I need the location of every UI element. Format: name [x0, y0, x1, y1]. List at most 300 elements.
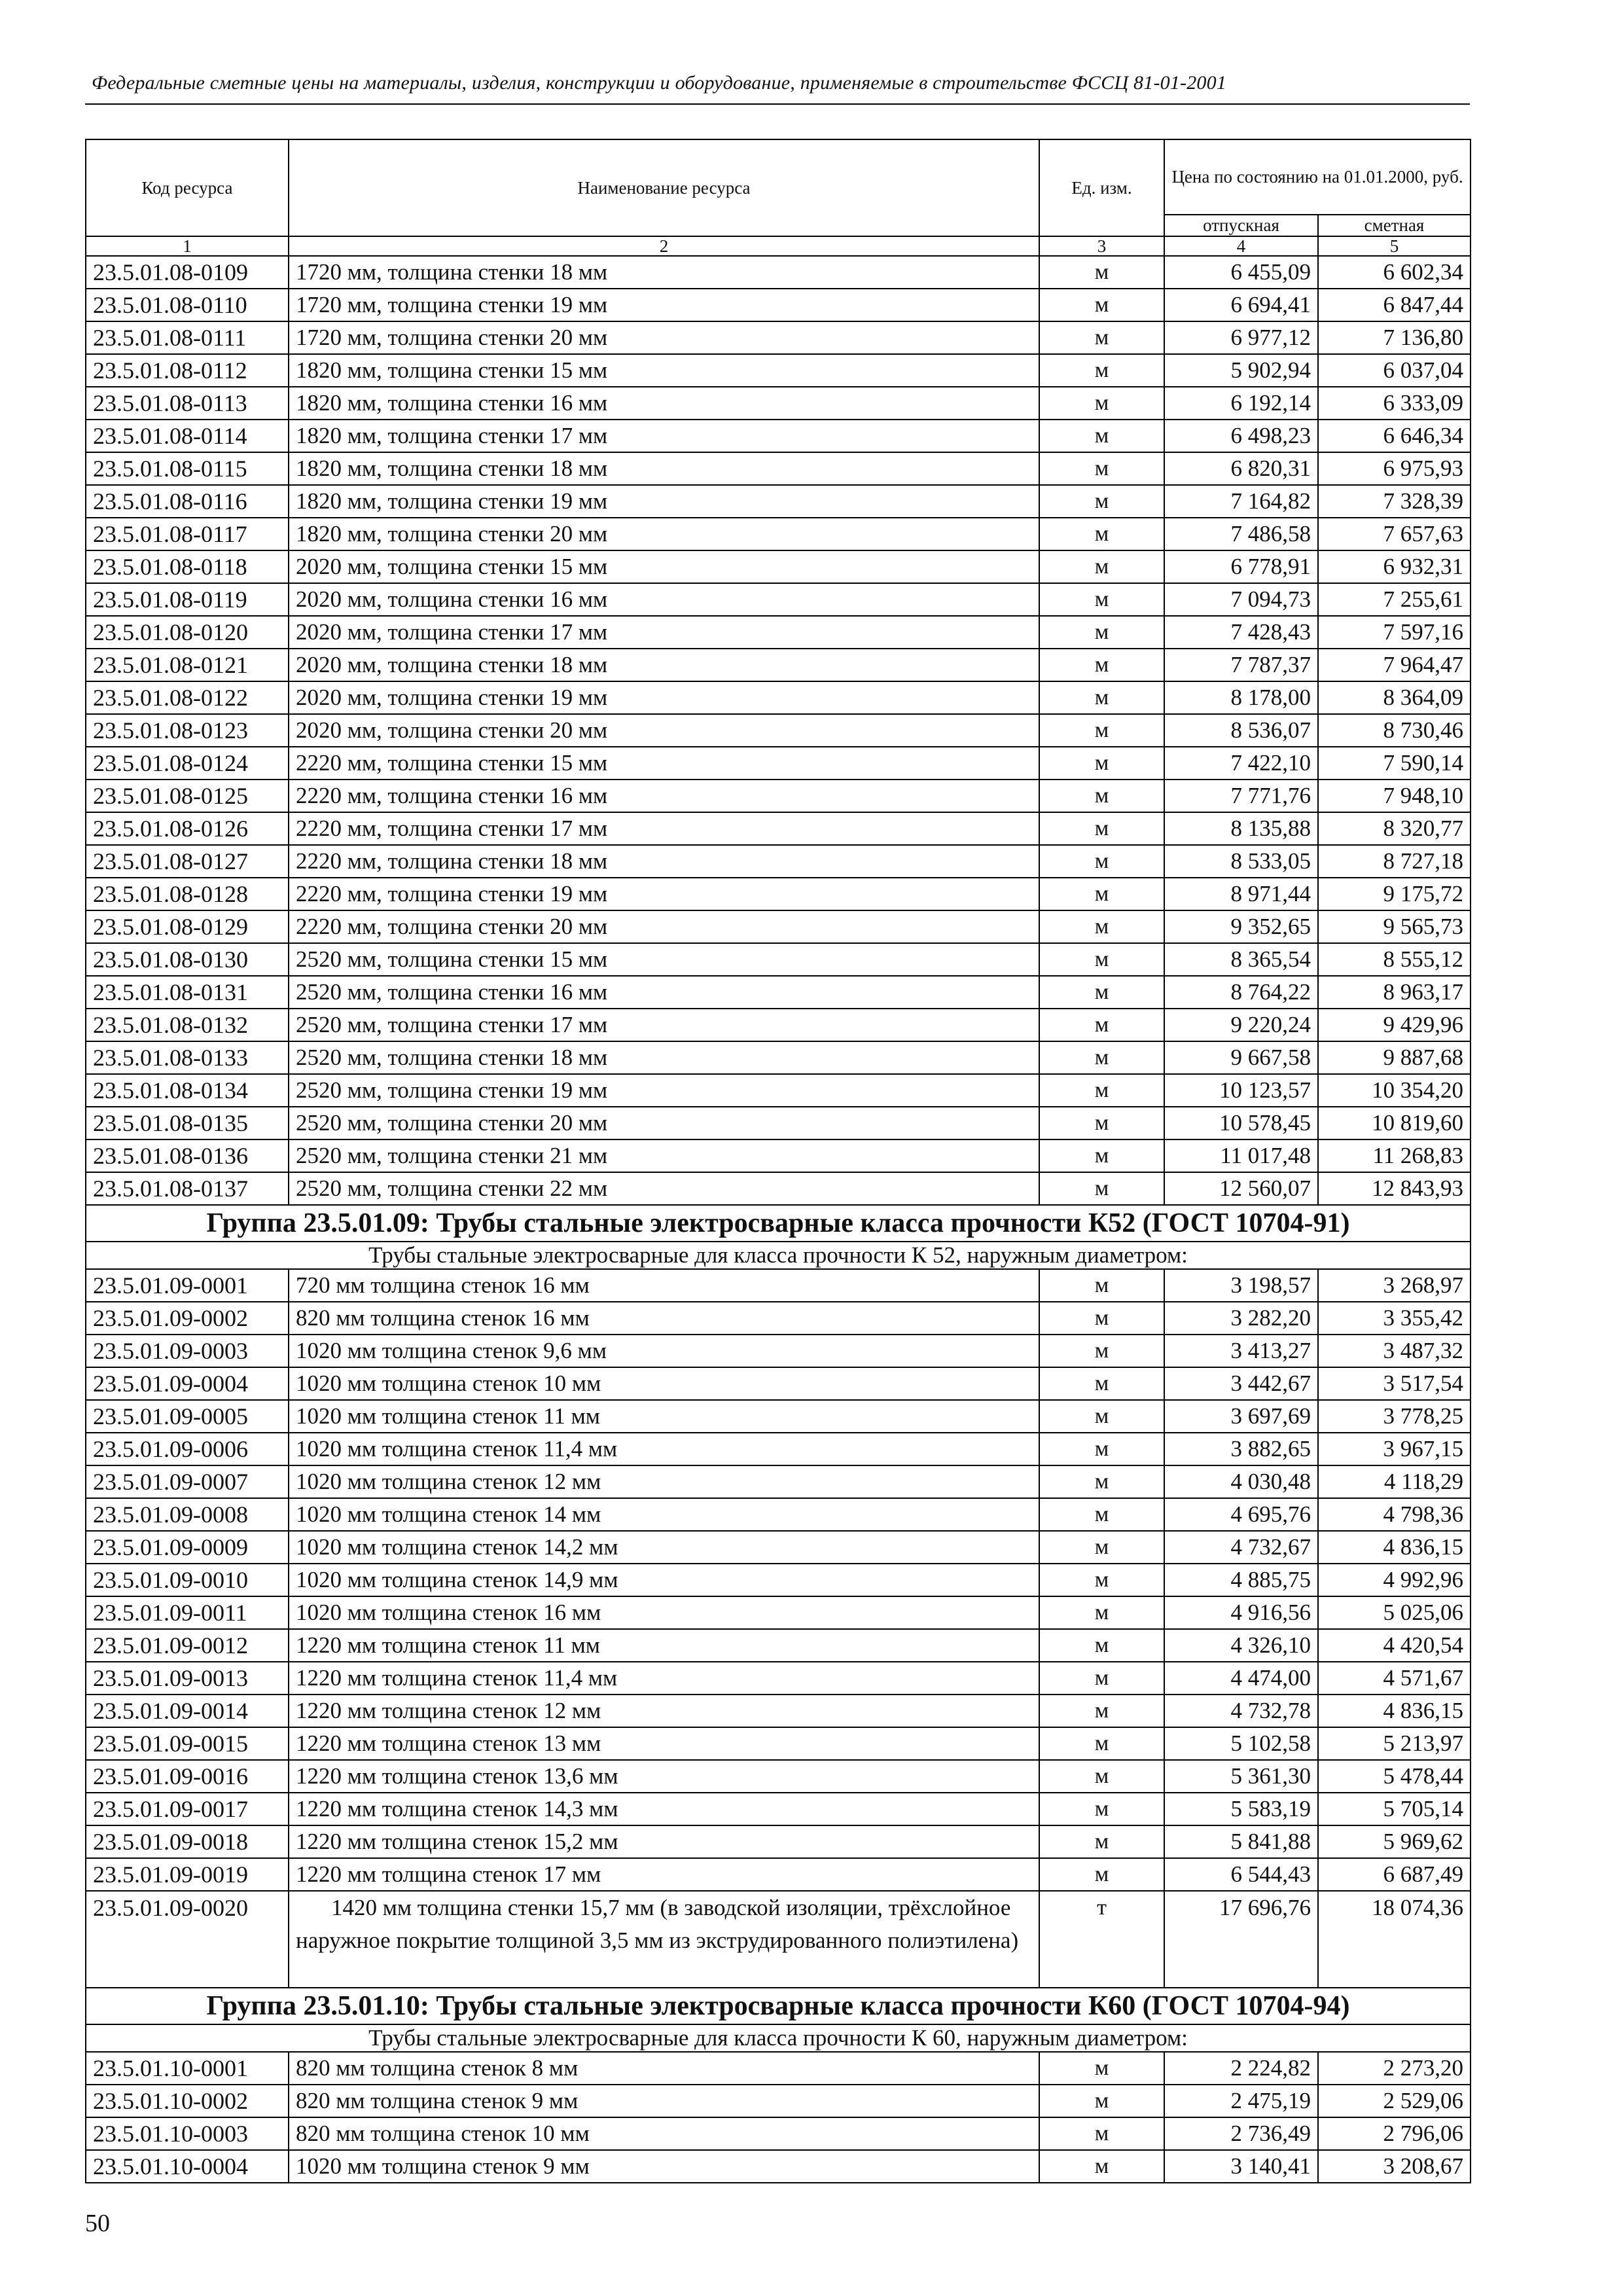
- resource-code: 23.5.01.08-0134: [86, 1074, 289, 1107]
- resource-code: 23.5.01.08-0129: [86, 910, 289, 943]
- resource-code: 23.5.01.09-0019: [86, 1858, 289, 1891]
- resource-code: 23.5.01.10-0004: [86, 2150, 289, 2183]
- estimate-price: 3 487,32: [1318, 1335, 1471, 1367]
- resource-name: 720 мм толщина стенок 16 мм: [289, 1269, 1039, 1302]
- unit: т: [1039, 1891, 1164, 1988]
- table-row: [86, 943, 1471, 976]
- group-subtitle: Трубы стальные электросварные для класса прочности К 60, наружным диаметром:: [86, 2024, 1471, 2052]
- resource-name: 1420 мм толщина стенки 15,7 мм (в заводской изоляции, трёхслойное наружное покрытие толщиной 3,5 мм из экструдированного полиэтилена): [289, 1891, 1039, 1988]
- resource-code: 23.5.01.09-0008: [86, 1498, 289, 1531]
- release-price: 3 442,67: [1164, 1367, 1318, 1400]
- estimate-price: 9 887,68: [1318, 1041, 1471, 1074]
- estimate-price: 6 602,34: [1318, 256, 1471, 289]
- resource-name: 1020 мм толщина стенок 10 мм: [289, 1367, 1039, 1400]
- estimate-price: 4 571,67: [1318, 1662, 1471, 1695]
- release-price: 2 475,19: [1164, 2085, 1318, 2117]
- resource-name: 1220 мм толщина стенок 11 мм: [289, 1629, 1039, 1662]
- release-price: 4 885,75: [1164, 1564, 1318, 1596]
- table-row: [86, 976, 1471, 1009]
- resource-name: 1820 мм, толщина стенки 18 мм: [289, 452, 1039, 485]
- release-price: 4 474,00: [1164, 1662, 1318, 1695]
- table-row: [86, 2052, 1471, 2085]
- resource-name: 1820 мм, толщина стенки 19 мм: [289, 485, 1039, 518]
- release-price: 3 140,41: [1164, 2150, 1318, 2183]
- unit: м: [1039, 1172, 1164, 1205]
- table-row: [86, 780, 1471, 812]
- unit: м: [1039, 976, 1164, 1009]
- estimate-price: 7 948,10: [1318, 780, 1471, 812]
- table-row: [86, 1107, 1471, 1139]
- release-price: 5 583,19: [1164, 1793, 1318, 1825]
- resource-code: 23.5.01.10-0003: [86, 2117, 289, 2150]
- release-price: 8 365,54: [1164, 943, 1318, 976]
- unit: м: [1039, 780, 1164, 812]
- unit: м: [1039, 1760, 1164, 1793]
- unit: м: [1039, 1858, 1164, 1891]
- table-row: [86, 812, 1471, 845]
- unit: м: [1039, 1629, 1164, 1662]
- resource-code: 23.5.01.08-0122: [86, 681, 289, 714]
- unit: м: [1039, 1596, 1164, 1629]
- resource-code: 23.5.01.10-0002: [86, 2085, 289, 2117]
- unit: м: [1039, 354, 1164, 387]
- running-header: Федеральные сметные цены на материалы, изделия, конструкции и оборудование, применяемые в строительстве ФССЦ 81-01-2001: [92, 72, 1227, 94]
- unit: м: [1039, 1727, 1164, 1760]
- resource-code: 23.5.01.08-0127: [86, 845, 289, 878]
- estimate-price: 18 074,36: [1318, 1891, 1471, 1988]
- estimate-price: 7 328,39: [1318, 485, 1471, 518]
- unit: м: [1039, 714, 1164, 747]
- resource-name: 2220 мм, толщина стенки 17 мм: [289, 812, 1039, 845]
- resource-name: 820 мм толщина стенок 10 мм: [289, 2117, 1039, 2150]
- unit: м: [1039, 485, 1164, 518]
- unit: м: [1039, 681, 1164, 714]
- resource-name: 2520 мм, толщина стенки 21 мм: [289, 1139, 1039, 1172]
- group-23-5-01-10-header: [86, 1988, 1471, 2052]
- table-row: [86, 1760, 1471, 1793]
- estimate-price: 6 932,31: [1318, 550, 1471, 583]
- table-row: [86, 1531, 1471, 1564]
- resource-code: 23.5.01.08-0137: [86, 1172, 289, 1205]
- estimate-price: 8 320,77: [1318, 812, 1471, 845]
- unit: м: [1039, 1498, 1164, 1531]
- estimate-price: 6 687,49: [1318, 1858, 1471, 1891]
- resource-code: 23.5.01.09-0016: [86, 1760, 289, 1793]
- release-price: 5 102,58: [1164, 1727, 1318, 1760]
- resource-code: 23.5.01.08-0115: [86, 452, 289, 485]
- section-23-5-01-10: [86, 2052, 1471, 2183]
- row-23-5-01-09-0020: [86, 1891, 1471, 1988]
- resource-name: 2020 мм, толщина стенки 20 мм: [289, 714, 1039, 747]
- estimate-price: 8 963,17: [1318, 976, 1471, 1009]
- unit: м: [1039, 1400, 1164, 1433]
- unit: м: [1039, 812, 1164, 845]
- release-price: 8 178,00: [1164, 681, 1318, 714]
- resource-name: 2220 мм, толщина стенки 16 мм: [289, 780, 1039, 812]
- resource-code: 23.5.01.08-0112: [86, 354, 289, 387]
- release-price: 4 732,78: [1164, 1695, 1318, 1727]
- release-price: 9 352,65: [1164, 910, 1318, 943]
- resource-name: 1720 мм, толщина стенки 19 мм: [289, 289, 1039, 321]
- release-price: 7 164,82: [1164, 485, 1318, 518]
- resource-code: 23.5.01.08-0128: [86, 878, 289, 910]
- resource-name: 1020 мм толщина стенок 9,6 мм: [289, 1335, 1039, 1367]
- resource-name: 2020 мм, толщина стенки 18 мм: [289, 649, 1039, 681]
- resource-code: 23.5.01.08-0123: [86, 714, 289, 747]
- unit: м: [1039, 321, 1164, 354]
- unit: м: [1039, 1107, 1164, 1139]
- release-price: 6 694,41: [1164, 289, 1318, 321]
- unit: м: [1039, 1433, 1164, 1465]
- estimate-price: 7 590,14: [1318, 747, 1471, 780]
- estimate-price: 3 355,42: [1318, 1302, 1471, 1335]
- release-price: 7 486,58: [1164, 518, 1318, 550]
- estimate-price: 6 646,34: [1318, 420, 1471, 452]
- resource-name: 2220 мм, толщина стенки 18 мм: [289, 845, 1039, 878]
- resource-name: 2520 мм, толщина стенки 22 мм: [289, 1172, 1039, 1205]
- release-price: 4 916,56: [1164, 1596, 1318, 1629]
- unit: м: [1039, 289, 1164, 321]
- table-row: [86, 1596, 1471, 1629]
- estimate-price: 5 478,44: [1318, 1760, 1471, 1793]
- unit: м: [1039, 2150, 1164, 2183]
- estimate-price: 3 268,97: [1318, 1269, 1471, 1302]
- release-price: 10 123,57: [1164, 1074, 1318, 1107]
- estimate-price: 7 597,16: [1318, 616, 1471, 649]
- table-row: [86, 1695, 1471, 1727]
- section-23-5-01-08: [86, 256, 1471, 1205]
- release-price: 4 732,67: [1164, 1531, 1318, 1564]
- resource-code: 23.5.01.08-0132: [86, 1009, 289, 1041]
- resource-code: 23.5.01.08-0131: [86, 976, 289, 1009]
- unit: м: [1039, 2117, 1164, 2150]
- unit: м: [1039, 1662, 1164, 1695]
- estimate-price: 8 364,09: [1318, 681, 1471, 714]
- table-row: [86, 1009, 1471, 1041]
- estimate-price: 5 705,14: [1318, 1793, 1471, 1825]
- estimate-price: 2 273,20: [1318, 2052, 1471, 2085]
- table-row: [86, 1498, 1471, 1531]
- table-row: [86, 485, 1471, 518]
- column-number: 5: [1318, 236, 1471, 256]
- release-price: 17 696,76: [1164, 1891, 1318, 1988]
- unit: м: [1039, 1269, 1164, 1302]
- unit: м: [1039, 550, 1164, 583]
- resource-name: 2520 мм, толщина стенки 15 мм: [289, 943, 1039, 976]
- table-row: [86, 1825, 1471, 1858]
- resource-code: 23.5.01.08-0120: [86, 616, 289, 649]
- table-row: [86, 256, 1471, 289]
- resource-code: 23.5.01.08-0126: [86, 812, 289, 845]
- estimate-price: 4 992,96: [1318, 1564, 1471, 1596]
- release-price: 8 533,05: [1164, 845, 1318, 878]
- estimate-price: 10 354,20: [1318, 1074, 1471, 1107]
- release-price: 2 224,82: [1164, 2052, 1318, 2085]
- resource-code: 23.5.01.09-0003: [86, 1335, 289, 1367]
- release-price: 3 697,69: [1164, 1400, 1318, 1433]
- unit: м: [1039, 943, 1164, 976]
- estimate-price: 3 778,25: [1318, 1400, 1471, 1433]
- unit: м: [1039, 747, 1164, 780]
- col-header-estimate: сметная: [1318, 215, 1471, 236]
- resource-code: 23.5.01.09-0013: [86, 1662, 289, 1695]
- resource-name: 1220 мм толщина стенок 12 мм: [289, 1695, 1039, 1727]
- table-row: [86, 1041, 1471, 1074]
- estimate-price: 4 118,29: [1318, 1465, 1471, 1498]
- resource-name: 2520 мм, толщина стенки 18 мм: [289, 1041, 1039, 1074]
- estimate-price: 5 025,06: [1318, 1596, 1471, 1629]
- resource-code: 23.5.01.08-0119: [86, 583, 289, 616]
- resource-code: 23.5.01.09-0015: [86, 1727, 289, 1760]
- resource-name: 1020 мм толщина стенок 14,2 мм: [289, 1531, 1039, 1564]
- col-header-unit: Ед. изм.: [1039, 139, 1164, 236]
- unit: м: [1039, 1793, 1164, 1825]
- estimate-price: 4 798,36: [1318, 1498, 1471, 1531]
- resource-code: 23.5.01.08-0130: [86, 943, 289, 976]
- resource-name: 1020 мм толщина стенок 11 мм: [289, 1400, 1039, 1433]
- resource-code: 23.5.01.08-0114: [86, 420, 289, 452]
- resource-name: 2020 мм, толщина стенки 19 мм: [289, 681, 1039, 714]
- resource-code: 23.5.01.08-0121: [86, 649, 289, 681]
- col-header-code: Код ресурса: [86, 139, 289, 236]
- section-23-5-01-09: [86, 1269, 1471, 1891]
- unit: м: [1039, 1335, 1164, 1367]
- release-price: 8 135,88: [1164, 812, 1318, 845]
- estimate-price: 4 420,54: [1318, 1629, 1471, 1662]
- table-row: [86, 1269, 1471, 1302]
- estimate-price: 3 967,15: [1318, 1433, 1471, 1465]
- table-row: [86, 289, 1471, 321]
- unit: м: [1039, 1695, 1164, 1727]
- resource-name: 2020 мм, толщина стенки 16 мм: [289, 583, 1039, 616]
- resource-code: 23.5.01.08-0125: [86, 780, 289, 812]
- table-row: [86, 1662, 1471, 1695]
- estimate-price: 4 836,15: [1318, 1695, 1471, 1727]
- release-price: 9 220,24: [1164, 1009, 1318, 1041]
- table-row: [86, 878, 1471, 910]
- resource-name: 1220 мм толщина стенок 11,4 мм: [289, 1662, 1039, 1695]
- resource-code: 23.5.01.08-0110: [86, 289, 289, 321]
- table-row: [86, 1858, 1471, 1891]
- table-row: [86, 1629, 1471, 1662]
- estimate-price: 6 333,09: [1318, 387, 1471, 420]
- release-price: 3 198,57: [1164, 1269, 1318, 1302]
- column-number-row: [86, 236, 1471, 256]
- resource-code: 23.5.01.08-0109: [86, 256, 289, 289]
- resource-name: 1220 мм толщина стенок 17 мм: [289, 1858, 1039, 1891]
- unit: м: [1039, 256, 1164, 289]
- release-price: 6 778,91: [1164, 550, 1318, 583]
- resource-name: 2020 мм, толщина стенки 17 мм: [289, 616, 1039, 649]
- resource-code: 23.5.01.09-0020: [86, 1891, 289, 1988]
- unit: м: [1039, 1139, 1164, 1172]
- resource-name: 1020 мм толщина стенок 11,4 мм: [289, 1433, 1039, 1465]
- resource-code: 23.5.01.09-0014: [86, 1695, 289, 1727]
- column-number: 4: [1164, 236, 1318, 256]
- resource-name: 1820 мм, толщина стенки 16 мм: [289, 387, 1039, 420]
- group-subtitle: Трубы стальные электросварные для класса прочности К 52, наружным диаметром:: [86, 1242, 1471, 1269]
- resource-name: 1720 мм, толщина стенки 18 мм: [289, 256, 1039, 289]
- release-price: 8 764,22: [1164, 976, 1318, 1009]
- unit: м: [1039, 649, 1164, 681]
- resource-name: 820 мм толщина стенок 9 мм: [289, 2085, 1039, 2117]
- release-price: 6 544,43: [1164, 1858, 1318, 1891]
- resource-code: 23.5.01.08-0116: [86, 485, 289, 518]
- column-number: 1: [86, 236, 289, 256]
- release-price: 6 192,14: [1164, 387, 1318, 420]
- resource-name: 2220 мм, толщина стенки 15 мм: [289, 747, 1039, 780]
- unit: м: [1039, 1302, 1164, 1335]
- release-price: 5 361,30: [1164, 1760, 1318, 1793]
- table-row: [86, 2117, 1471, 2150]
- resource-code: 23.5.01.10-0001: [86, 2052, 289, 2085]
- resource-code: 23.5.01.08-0133: [86, 1041, 289, 1074]
- unit: м: [1039, 452, 1164, 485]
- table-row: [86, 1400, 1471, 1433]
- estimate-price: 7 136,80: [1318, 321, 1471, 354]
- table-row: [86, 616, 1471, 649]
- table-row: [86, 1564, 1471, 1596]
- table-row: [86, 518, 1471, 550]
- group-title: Группа 23.5.01.10: Трубы стальные электросварные класса прочности К60 (ГОСТ 10704-94): [86, 1988, 1471, 2024]
- resource-name: 1020 мм толщина стенок 14 мм: [289, 1498, 1039, 1531]
- resource-code: 23.5.01.08-0118: [86, 550, 289, 583]
- release-price: 7 094,73: [1164, 583, 1318, 616]
- table-row: [86, 714, 1471, 747]
- table-row: [86, 649, 1471, 681]
- table-row: [86, 910, 1471, 943]
- resource-name: 1220 мм толщина стенок 15,2 мм: [289, 1825, 1039, 1858]
- release-price: 9 667,58: [1164, 1041, 1318, 1074]
- unit: м: [1039, 910, 1164, 943]
- resource-code: 23.5.01.09-0001: [86, 1269, 289, 1302]
- resource-name: 2520 мм, толщина стенки 20 мм: [289, 1107, 1039, 1139]
- resource-name: 1220 мм толщина стенок 13,6 мм: [289, 1760, 1039, 1793]
- estimate-price: 9 565,73: [1318, 910, 1471, 943]
- table-row: [86, 1172, 1471, 1205]
- release-price: 6 498,23: [1164, 420, 1318, 452]
- resource-code: 23.5.01.08-0113: [86, 387, 289, 420]
- resource-name: 1020 мм толщина стенок 14,9 мм: [289, 1564, 1039, 1596]
- table-row: [86, 1727, 1471, 1760]
- unit: м: [1039, 2052, 1164, 2085]
- table-row: [86, 1891, 1471, 1988]
- release-price: 3 413,27: [1164, 1335, 1318, 1367]
- table-row: [86, 354, 1471, 387]
- unit: м: [1039, 845, 1164, 878]
- unit: м: [1039, 1465, 1164, 1498]
- resource-code: 23.5.01.08-0136: [86, 1139, 289, 1172]
- unit: м: [1039, 518, 1164, 550]
- release-price: 3 882,65: [1164, 1433, 1318, 1465]
- resource-code: 23.5.01.09-0012: [86, 1629, 289, 1662]
- resource-name: 820 мм толщина стенок 8 мм: [289, 2052, 1039, 2085]
- estimate-price: 3 517,54: [1318, 1367, 1471, 1400]
- resource-code: 23.5.01.09-0017: [86, 1793, 289, 1825]
- resource-name: 2220 мм, толщина стенки 19 мм: [289, 878, 1039, 910]
- price-table: [85, 139, 1471, 2183]
- table-row: [86, 1335, 1471, 1367]
- table-row: [86, 452, 1471, 485]
- table-row: [86, 321, 1471, 354]
- table-row: [86, 681, 1471, 714]
- table-row: [86, 583, 1471, 616]
- estimate-price: 6 847,44: [1318, 289, 1471, 321]
- estimate-price: 8 555,12: [1318, 943, 1471, 976]
- release-price: 7 428,43: [1164, 616, 1318, 649]
- column-number: 3: [1039, 236, 1164, 256]
- column-number: 2: [289, 236, 1039, 256]
- estimate-price: 6 975,93: [1318, 452, 1471, 485]
- estimate-price: 12 843,93: [1318, 1172, 1471, 1205]
- resource-name: 2520 мм, толщина стенки 17 мм: [289, 1009, 1039, 1041]
- resource-code: 23.5.01.09-0009: [86, 1531, 289, 1564]
- release-price: 4 030,48: [1164, 1465, 1318, 1498]
- table-row: [86, 1793, 1471, 1825]
- release-price: 7 771,76: [1164, 780, 1318, 812]
- release-price: 6 820,31: [1164, 452, 1318, 485]
- resource-code: 23.5.01.09-0006: [86, 1433, 289, 1465]
- table-row: [86, 1074, 1471, 1107]
- unit: м: [1039, 1564, 1164, 1596]
- resource-code: 23.5.01.09-0007: [86, 1465, 289, 1498]
- estimate-price: 9 429,96: [1318, 1009, 1471, 1041]
- resource-code: 23.5.01.09-0002: [86, 1302, 289, 1335]
- estimate-price: 6 037,04: [1318, 354, 1471, 387]
- resource-name: 1220 мм толщина стенок 14,3 мм: [289, 1793, 1039, 1825]
- release-price: 5 841,88: [1164, 1825, 1318, 1858]
- release-price: 8 971,44: [1164, 878, 1318, 910]
- resource-code: 23.5.01.08-0117: [86, 518, 289, 550]
- table-row: [86, 2150, 1471, 2183]
- table-row: [86, 1367, 1471, 1400]
- table-row: [86, 420, 1471, 452]
- unit: м: [1039, 616, 1164, 649]
- release-price: 4 695,76: [1164, 1498, 1318, 1531]
- release-price: 3 282,20: [1164, 1302, 1318, 1335]
- estimate-price: 8 727,18: [1318, 845, 1471, 878]
- release-price: 8 536,07: [1164, 714, 1318, 747]
- header-divider: [85, 103, 1470, 105]
- table-row: [86, 2085, 1471, 2117]
- unit: м: [1039, 420, 1164, 452]
- estimate-price: 7 255,61: [1318, 583, 1471, 616]
- estimate-price: 3 208,67: [1318, 2150, 1471, 2183]
- resource-name: 2220 мм, толщина стенки 20 мм: [289, 910, 1039, 943]
- table-row: [86, 1433, 1471, 1465]
- estimate-price: 5 969,62: [1318, 1825, 1471, 1858]
- estimate-price: 8 730,46: [1318, 714, 1471, 747]
- estimate-price: 5 213,97: [1318, 1727, 1471, 1760]
- resource-name: 1020 мм толщина стенок 16 мм: [289, 1596, 1039, 1629]
- table-row: [86, 747, 1471, 780]
- resource-name: 1820 мм, толщина стенки 17 мм: [289, 420, 1039, 452]
- unit: м: [1039, 2085, 1164, 2117]
- group-title: Группа 23.5.01.09: Трубы стальные электросварные класса прочности К52 (ГОСТ 10704-91): [86, 1205, 1471, 1242]
- table-row: [86, 1139, 1471, 1172]
- table-row: [86, 845, 1471, 878]
- unit: м: [1039, 1825, 1164, 1858]
- resource-name: 2520 мм, толщина стенки 19 мм: [289, 1074, 1039, 1107]
- release-price: 6 455,09: [1164, 256, 1318, 289]
- unit: м: [1039, 1074, 1164, 1107]
- resource-code: 23.5.01.08-0124: [86, 747, 289, 780]
- unit: м: [1039, 1531, 1164, 1564]
- unit: м: [1039, 1041, 1164, 1074]
- unit: м: [1039, 878, 1164, 910]
- unit: м: [1039, 1009, 1164, 1041]
- release-price: 2 736,49: [1164, 2117, 1318, 2150]
